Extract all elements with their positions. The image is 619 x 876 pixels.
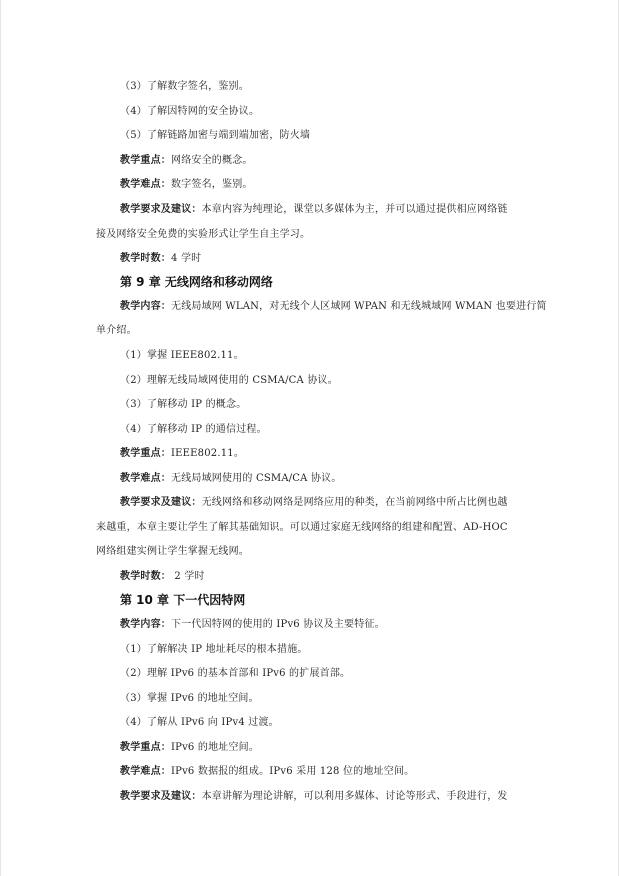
- list-item: （4）了解从 IPv6 向 IPv4 过渡。: [120, 717, 279, 728]
- list-item: （4）了解因特网的安全协议。: [120, 106, 260, 117]
- paragraph-continuation: 网络组建实例让学生掌握无线网。: [96, 546, 249, 557]
- paragraph-continuation: 来越重，本章主要让学生了解其基础知识。可以通过家庭无线网络的组建和配置、AD-HOC: [96, 522, 508, 533]
- list-item: （2）理解无线局域网使用的 CSMA/CA 协议。: [120, 375, 338, 386]
- teaching-requirements: 教学要求及建议：本章讲解为理论讲解，可以利用多媒体、讨论等形式、手段进行，发: [120, 791, 508, 802]
- list-item: （3）了解移动 IP 的概念。: [120, 399, 247, 410]
- list-item: （1）了解解决 IP 地址耗尽的根本措施。: [120, 644, 308, 655]
- teaching-hours: 教学时数：4 学时: [120, 253, 202, 264]
- list-item: （1）掌握 IEEE802.11。: [120, 350, 244, 361]
- teaching-focus: 教学重点：IEEE802.11。: [120, 448, 245, 459]
- list-item: （3）了解数字签名，鉴别。: [120, 81, 249, 92]
- teaching-focus: 教学重点：网络安全的概念。: [120, 155, 253, 166]
- teaching-hours: 教学时数： 2 学时: [120, 571, 205, 582]
- teaching-difficulty: 教学难点：数字签名，鉴别。: [120, 179, 253, 190]
- list-item: （4）了解移动 IP 的通信过程。: [120, 424, 267, 435]
- chapter-heading: 第 10 章 下一代因特网: [120, 593, 246, 607]
- paragraph-continuation: 单介绍。: [96, 325, 137, 336]
- teaching-difficulty: 教学难点：无线局域网使用的 CSMA/CA 协议。: [120, 473, 342, 484]
- list-item: （3）掌握 IPv6 的地址空间。: [120, 693, 259, 704]
- teaching-focus: 教学重点：IPv6 的地址空间。: [120, 742, 260, 753]
- teaching-content: 教学内容：无线局域网 WLAN，对无线个人区域网 WPAN 和无线城域网 WMAN 也要进行简: [120, 301, 547, 312]
- teaching-requirements: 教学要求及建议：无线网络和移动网络是网络应用的种类，在当前网络中所占比例也越: [120, 497, 508, 508]
- list-item: （2）理解 IPv6 的基本首部和 IPv6 的扩展首部。: [120, 668, 351, 679]
- paragraph-continuation: 接及网络安全免费的实验形式让学生自主学习。: [96, 229, 311, 240]
- teaching-difficulty: 教学难点：IPv6 数据报的组成。IPv6 采用 128 位的地址空间。: [120, 766, 415, 777]
- list-item: （5）了解链路加密与端到端加密，防火墙: [120, 130, 311, 141]
- teaching-content: 教学内容：下一代因特网的使用的 IPv6 协议及主要特征。: [120, 619, 385, 630]
- chapter-heading: 第 9 章 无线网络和移动网络: [120, 275, 273, 289]
- teaching-requirements: 教学要求及建议：本章内容为纯理论，课堂以多媒体为主，并可以通过提供相应网络链: [120, 204, 508, 215]
